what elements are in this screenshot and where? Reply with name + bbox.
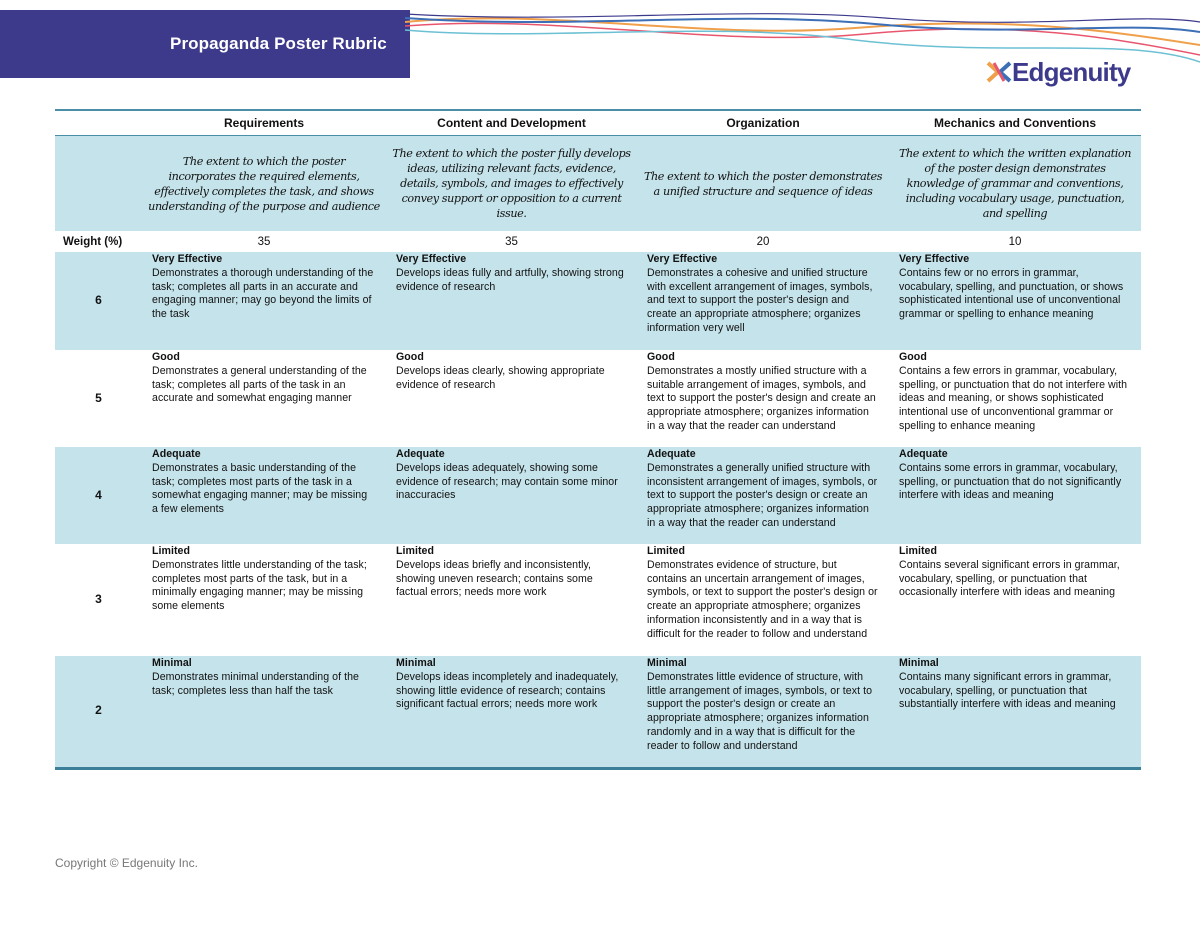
description-empty-cell — [55, 136, 142, 232]
criteria-cell — [637, 656, 889, 768]
level-row-4 — [55, 447, 1141, 544]
criteria-text: Contains some errors in grammar, vocabulary, spelling, or punctuation that do not significantly interfere with ideas and meaning — [899, 461, 1122, 502]
column-description: The extent to which the poster demonstrates a unified structure and sequence of ideas — [637, 136, 889, 232]
criteria-text: Develops ideas fully and artfully, showing strong evidence of research — [396, 266, 624, 293]
criteria-cell — [637, 350, 889, 447]
criteria-cell — [637, 544, 889, 656]
criteria-text: Contains several significant errors in grammar, vocabulary, spelling, or punctuation that occasionally interfere with ideas and meaning — [899, 558, 1120, 599]
level-label: Very Effective — [647, 253, 718, 265]
level-label: Good — [899, 351, 927, 363]
criteria-cell — [142, 252, 386, 350]
criteria-text: Demonstrates little evidence of structure, with little arrangement of images, symbols, or text to support the poster's design or create an appropriate atmosphere; organizes information randomly and in a way that is difficult for the reader to follow and understand — [647, 670, 873, 752]
criteria-text: Demonstrates a generally unified structure with inconsistent arrangement of images, symbols, or text to support the poster's design or create an appropriate atmosphere; organizes information in a way that the reader can understand — [647, 461, 878, 529]
criteria-text: Demonstrates a thorough understanding of the task; completes all parts in an accurate and engaging manner; may go beyond the limits of the task — [152, 266, 374, 321]
rubric-table — [55, 109, 1141, 770]
header-row — [55, 110, 1141, 136]
level-row-5 — [55, 350, 1141, 447]
level-label: Good — [647, 351, 675, 363]
criteria-text: Contains many significant errors in grammar, vocabulary, spelling, or punctuation that substantially interfere with ideas and meaning — [899, 670, 1116, 711]
criteria-text: Demonstrates little understanding of the task; completes most parts of the task, but in a minimally engaging manner; may be missing some elements — [152, 558, 367, 613]
criteria-cell — [386, 252, 637, 350]
level-label: Very Effective — [152, 253, 223, 265]
criteria-cell — [889, 544, 1141, 656]
criteria-cell — [889, 447, 1141, 544]
level-label: Limited — [396, 545, 435, 557]
criteria-cell — [142, 656, 386, 768]
criteria-text: Contains a few errors in grammar, vocabulary, spelling, or punctuation that do not interfere with ideas and meaning, or shows sophisticated intentional use of unconventional grammar or spelling to enhance meaning — [899, 364, 1128, 432]
criteria-cell — [386, 656, 637, 768]
criteria-text: Develops ideas incompletely and inadequately, showing little evidence of research; contains significant factual errors; needs more work — [396, 670, 619, 711]
column-header: Requirements — [142, 110, 386, 136]
level-label: Minimal — [647, 657, 687, 669]
criteria-text: Develops ideas adequately, showing some evidence of research; may contain some minor inaccuracies — [396, 461, 618, 502]
criteria-text: Develops ideas briefly and inconsistently, showing uneven research; contains some factual errors; needs more work — [396, 558, 593, 599]
criteria-text: Demonstrates a basic understanding of the task; completes most parts of the task in a somewhat engaging manner; may be missing a few elements — [152, 461, 368, 516]
page-title: Propaganda Poster Rubric — [170, 34, 387, 53]
column-header: Content and Development — [386, 110, 637, 136]
column-header: Organization — [637, 110, 889, 136]
criteria-text: Develops ideas clearly, showing appropriate evidence of research — [396, 364, 605, 391]
criteria-cell — [637, 252, 889, 350]
level-label: Good — [152, 351, 180, 363]
score-cell: 5 — [55, 350, 142, 447]
weight-label: Weight (%) — [55, 231, 142, 252]
criteria-text: Demonstrates a mostly unified structure with a suitable arrangement of images, symbols, and text to support the poster's design and create an appropriate atmosphere; organizes information in a way that the reader can understand — [647, 364, 876, 432]
weight-value: 35 — [142, 231, 386, 252]
level-label: Adequate — [647, 448, 696, 460]
level-label: Limited — [899, 545, 938, 557]
column-header: Mechanics and Conventions — [889, 110, 1141, 136]
criteria-text: Demonstrates minimal understanding of the task; completes less than half the task — [152, 670, 359, 697]
title-banner — [0, 10, 410, 78]
score-cell: 6 — [55, 252, 142, 350]
criteria-cell — [889, 656, 1141, 768]
level-label: Adequate — [396, 448, 445, 460]
criteria-text: Demonstrates a cohesive and unified structure with excellent arrangement of images, symbols, and text to support the poster's design and create an appropriate atmosphere; organizes information very well — [647, 266, 873, 334]
criteria-cell — [386, 544, 637, 656]
level-label: Very Effective — [899, 253, 970, 265]
level-label: Good — [396, 351, 424, 363]
criteria-cell — [637, 447, 889, 544]
level-label: Minimal — [152, 657, 192, 669]
weight-row — [55, 231, 1141, 252]
criteria-cell — [889, 252, 1141, 350]
score-cell: 3 — [55, 544, 142, 656]
level-label: Adequate — [152, 448, 201, 460]
criteria-cell — [386, 447, 637, 544]
column-description: The extent to which the poster fully develops ideas, utilizing relevant facts, evidence, details, symbols, and images to effectively convey support or opposition to a current issue. — [386, 136, 637, 232]
description-row — [55, 136, 1141, 232]
level-label: Limited — [647, 545, 686, 557]
level-label: Adequate — [899, 448, 948, 460]
copyright-footer: Copyright © Edgenuity Inc. — [55, 856, 198, 870]
level-row-2 — [55, 656, 1141, 768]
weight-value: 10 — [889, 231, 1141, 252]
level-label: Minimal — [899, 657, 939, 669]
level-row-6 — [55, 252, 1141, 350]
corner-cell — [55, 110, 142, 136]
score-cell: 2 — [55, 656, 142, 768]
criteria-cell — [142, 447, 386, 544]
level-label: Minimal — [396, 657, 436, 669]
column-description: The extent to which the poster incorporates the required elements, effectively completes the task, and shows understanding of the purpose and audience — [142, 136, 386, 232]
criteria-text: Demonstrates evidence of structure, but contains an uncertain arrangement of images, symbols, or text to support the poster's design or create an appropriate atmosphere; organizes information inconsistently and in a way that is difficult for the reader to follow and understand — [647, 558, 878, 640]
weight-value: 20 — [637, 231, 889, 252]
score-cell: 4 — [55, 447, 142, 544]
criteria-text: Demonstrates a general understanding of the task; completes all parts of the task in an accurate and somewhat engaging manner — [152, 364, 367, 405]
edgenuity-logo — [986, 55, 1130, 89]
column-description: The extent to which the written explanation of the poster design demonstrates knowledge of grammar and conventions, including vocabulary usage, punctuation, and spelling — [889, 136, 1141, 232]
edgenuity-x-icon — [986, 59, 1012, 85]
criteria-cell — [142, 350, 386, 447]
criteria-cell — [386, 350, 637, 447]
weight-value: 35 — [386, 231, 637, 252]
level-row-3 — [55, 544, 1141, 656]
level-label: Very Effective — [396, 253, 467, 265]
criteria-cell — [142, 544, 386, 656]
criteria-text: Contains few or no errors in grammar, vocabulary, spelling, and punctuation, or shows sophisticated intentional use of unconventional grammar or spelling to enhance meaning — [899, 266, 1124, 321]
level-label: Limited — [152, 545, 191, 557]
criteria-cell — [889, 350, 1141, 447]
logo-text: Edgenuity — [1012, 57, 1131, 87]
